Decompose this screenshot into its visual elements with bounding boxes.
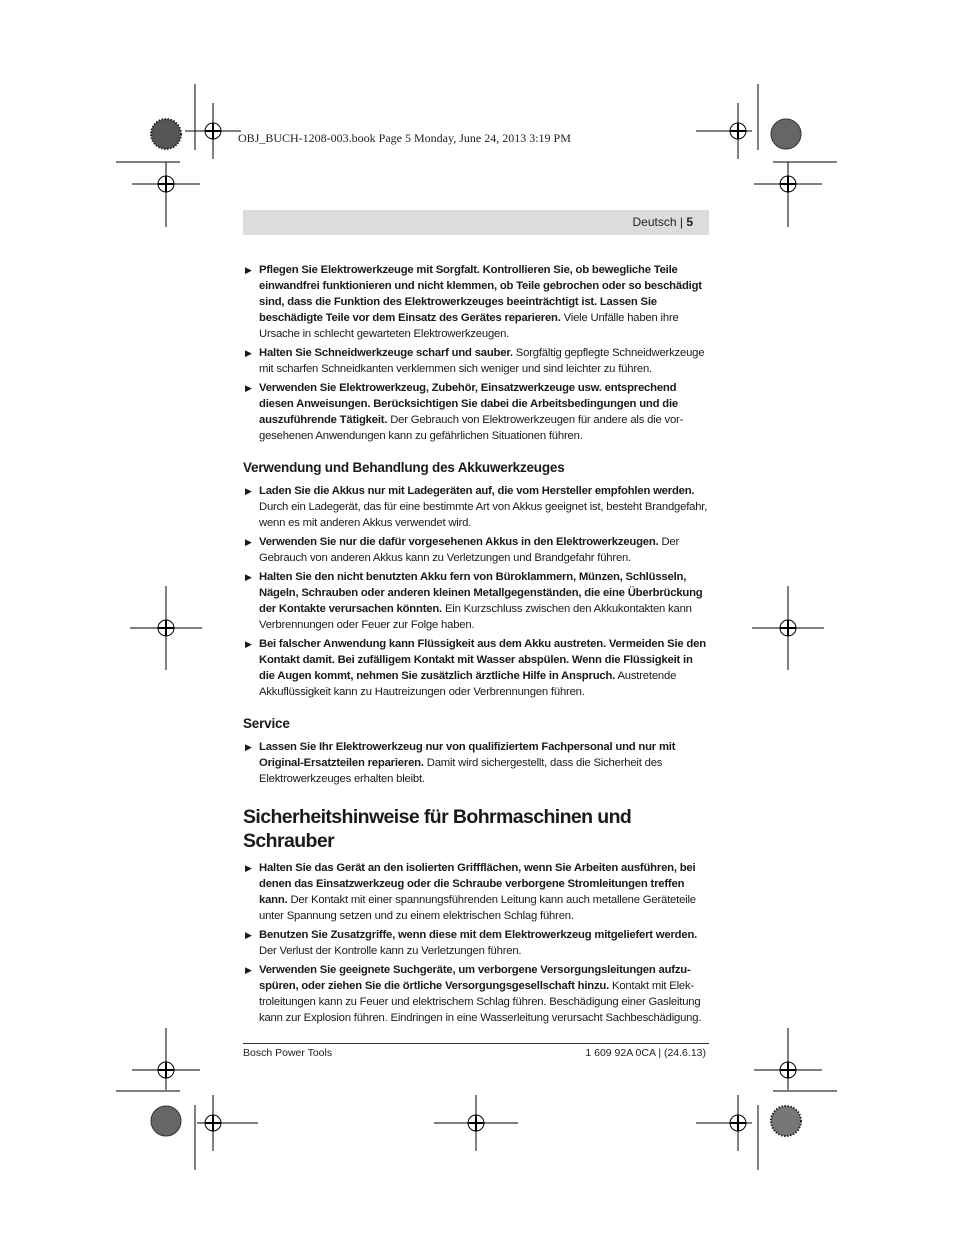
item-text: Austretende Akkuflüssigkeit kann zu Hautreizungen oder Verbrennungen führen. xyxy=(259,670,677,698)
list-item xyxy=(243,739,709,787)
item-text: Der Gebrauch von Elektrowerkzeugen für andere als die vorgesehenen Anwendungen kann zu gefährlichen Situationen führen. xyxy=(259,414,684,442)
item-text: Kontakt mit Elektroleitungen kann zu Feuer und elektrischem Schlag führen. Beschädigung einer Gasleitung kann zur Explosion führen. Eindringen in eine Wasserleitung verursacht Sachbeschädigung. xyxy=(259,980,702,1024)
footer-doc-number: 1 609 92A 0CA | (24.6.13) xyxy=(585,1047,706,1059)
list-item xyxy=(243,636,709,700)
item-bold: Halten Sie den nicht benutzten Akku fern von Büroklammern, Münzen, Schlüsseln, Nägeln, Schrauben oder anderen kleinen Metallgegenständen, die eine Überbrückung der Kontakte verursachen könnten. xyxy=(259,571,703,615)
triangle-bullet-icon: ▶ xyxy=(245,965,252,975)
item-bold: Verwenden Sie geeignete Suchgeräte, um verborgene Versorgungsleitungen aufzuspüren, oder ziehen Sie die örtliche Versorgungsgesellschaft hinzu. xyxy=(259,964,691,992)
item-bold: Benutzen Sie Zusatzgriffe, wenn diese mit dem Elektrowerkzeug mitgeliefert werden. xyxy=(259,929,698,941)
item-bold: Pflegen Sie Elektrowerkzeuge mit Sorgfalt. Kontrollieren Sie, ob bewegliche Teile einwandfrei funktionieren und nicht klemmen, ob Teile gebrochen oder so beschädigt sind, dass die Funktion des Elektrowerkzeuges beeinträchtigt ist. Lassen Sie beschädigte Teile vor dem Einsatz des Gerätes reparieren. xyxy=(259,264,702,324)
triangle-bullet-icon: ▶ xyxy=(245,383,252,393)
item-text: Der Gebrauch von anderen Akkus kann zu Verletzungen und Brandgefahr führen. xyxy=(259,536,680,564)
triangle-bullet-icon: ▶ xyxy=(245,742,252,752)
item-bold: Verwenden Sie nur die dafür vorgesehenen Akkus in den Elektrowerkzeugen. xyxy=(259,536,659,548)
item-text: Durch ein Ladegerät, das für eine bestimmte Art von Akkus geeignet ist, besteht Brandgefahr, wenn es mit anderen Akkus verwendet wird. xyxy=(259,501,708,529)
footer-brand: Bosch Power Tools xyxy=(243,1047,333,1059)
list-item xyxy=(243,927,709,959)
triangle-bullet-icon: ▶ xyxy=(245,639,252,649)
list-item xyxy=(243,569,709,633)
item-bold: Lassen Sie Ihr Elektrowerkzeug nur von qualifiziertem Fachpersonal und nur mit Original-Ersatzteilen reparieren. xyxy=(259,741,676,769)
page-header xyxy=(243,210,709,235)
battery-heading: Verwendung und Behandlung des Akkuwerkzeuges xyxy=(243,460,565,475)
header-separator: | xyxy=(676,215,687,229)
list-item xyxy=(243,962,709,1026)
header-text xyxy=(632,215,693,229)
triangle-bullet-icon: ▶ xyxy=(245,265,252,275)
item-text: Der Verlust der Kontrolle kann zu Verletzungen führen. xyxy=(259,945,522,957)
triangle-bullet-icon: ▶ xyxy=(245,348,252,358)
triangle-bullet-icon: ▶ xyxy=(245,930,252,940)
triangle-bullet-icon: ▶ xyxy=(245,486,252,496)
triangle-bullet-icon: ▶ xyxy=(245,537,252,547)
item-bold: Halten Sie Schneidwerkzeuge scharf und sauber. xyxy=(259,347,513,359)
page-number: 5 xyxy=(686,215,693,229)
item-text: Viele Unfälle haben ihre Ursache in schlecht gewarteten Elektrowerkzeugen. xyxy=(259,312,679,340)
item-bold: Laden Sie die Akkus nur mit Ladegeräten auf, die vom Hersteller empfohlen werden. xyxy=(259,485,695,497)
footer-divider xyxy=(243,1043,709,1044)
file-slug: OBJ_BUCH-1208-003.book Page 5 Monday, June 24, 2013 3:19 PM xyxy=(238,131,571,145)
header-language: Deutsch xyxy=(632,215,677,229)
item-text: Sorgfältig gepflegte Schneidwerkzeuge mit scharfen Schneidkanten verklemmen sich weniger und sind leichter zu führen. xyxy=(259,347,705,375)
list-item xyxy=(243,345,709,377)
service-heading: Service xyxy=(243,716,290,731)
item-bold: Verwenden Sie Elektrowerkzeug, Zubehör, Einsatzwerkzeuge usw. entsprechend diesen Anweisungen. Berücksichtigen Sie dabei die Arbeitsbedingungen und die auszuführende Tätigkeit. xyxy=(259,382,678,426)
item-text: Ein Kurzschluss zwischen den Akkukontakten kann Verbrennungen oder Feuer zur Folge haben. xyxy=(259,603,692,631)
item-text: Der Kontakt mit einer spannungsführenden Leitung kann auch metallene Geräteteile unter Spannung setzen und zu einem elektrischen Schlag führen. xyxy=(259,894,696,922)
drill-heading: Sicherheitshinweise für Bohrmaschinen und Schrauber xyxy=(243,806,632,852)
list-item xyxy=(243,860,709,924)
item-bold: Halten Sie das Gerät an den isolierten Griffflächen, wenn Sie Arbeiten ausführen, bei denen das Einsatzwerkzeug oder die Schraube verborgene Stromleitungen treffen kann. xyxy=(259,862,696,906)
list-item xyxy=(243,380,709,444)
triangle-bullet-icon: ▶ xyxy=(245,572,252,582)
main-content xyxy=(243,262,709,1029)
list-item xyxy=(243,262,709,342)
list-item xyxy=(243,483,709,531)
item-text: Damit wird sichergestellt, dass die Sicherheit des Elektrowerkzeuges erhalten bleibt. xyxy=(259,757,663,785)
triangle-bullet-icon: ▶ xyxy=(245,863,252,873)
item-bold: Bei falscher Anwendung kann Flüssigkeit aus dem Akku austreten. Vermeiden Sie den Kontakt damit. Bei zufälligem Kontakt mit Wasser abspülen. Wenn die Flüssigkeit in die Augen kommt, nehmen Sie zusätzlich ärztliche Hilfe in Anspruch. xyxy=(259,638,706,682)
list-item xyxy=(243,534,709,566)
